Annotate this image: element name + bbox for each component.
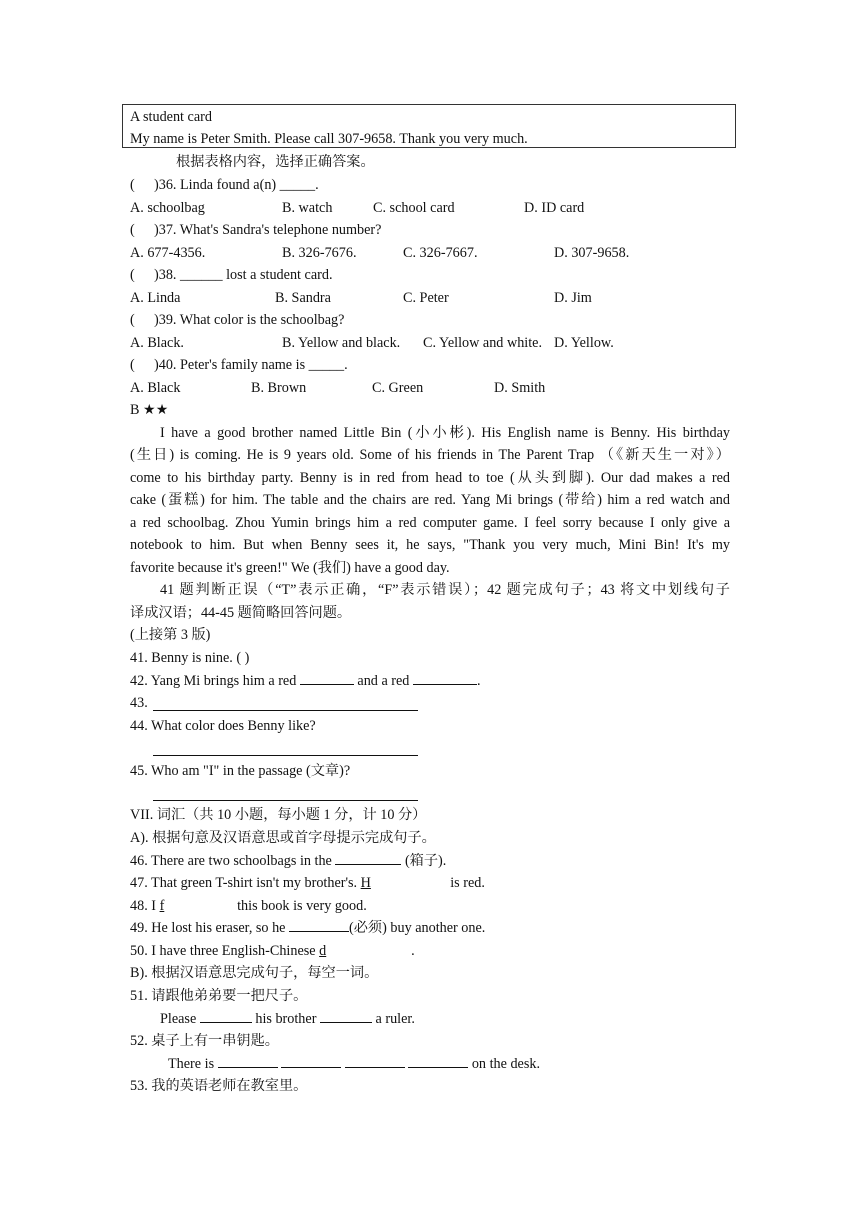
- question-51-chinese: 51. 请跟他弟弟要一把尺子。: [130, 988, 308, 1004]
- option-c: C. Green: [372, 380, 424, 396]
- answer-blank[interactable]: [218, 1055, 278, 1068]
- q51-text: a ruler.: [375, 1011, 415, 1027]
- answer-paren: (: [130, 222, 135, 238]
- option-a: A. 677-4356.: [130, 245, 206, 261]
- question-38: [130, 266, 333, 284]
- question-44: 44. What color does Benny like?: [130, 718, 316, 734]
- q51-text: his brother: [255, 1011, 317, 1027]
- part-a-instructions: A). 根据句意及汉语意思或首字母提示完成句子。: [130, 830, 436, 846]
- q52-text: There is: [168, 1056, 215, 1072]
- option-c: C. Yellow and white.: [423, 335, 543, 351]
- q48-text: 48. I: [130, 898, 157, 914]
- q46-text: 46. There are two schoolbags in the: [130, 853, 332, 869]
- q42-text: 42. Yang Mi brings him a red: [130, 673, 297, 689]
- passage-line: notebook to him. But when Benny sees it, he says, "Thank you very much, Mini Bin! It's my: [130, 537, 730, 553]
- answer-blank[interactable]: [281, 1055, 341, 1068]
- initial-letter: f: [159, 898, 165, 914]
- q51-text: Please: [160, 1011, 197, 1027]
- answer-line[interactable]: [153, 800, 418, 801]
- question-36: [130, 176, 319, 194]
- answer-blank[interactable]: [413, 672, 477, 685]
- question-stem: )36. Linda found a(n) _____.: [154, 177, 319, 193]
- option-b: B. Sandra: [275, 290, 331, 306]
- option-c: C. 326-7667.: [403, 245, 478, 261]
- vocab-section-title: VII. 词汇（共 10 小题，每小题 1 分，计 10 分）: [130, 807, 427, 823]
- option-a: A. Black: [130, 380, 181, 396]
- passage-line: a red schoolbag. Zhou Yumin brings him a red computer game. I feel sorry because I only give a: [130, 515, 730, 531]
- option-a: A. Linda: [130, 290, 181, 306]
- initial-letter-blank[interactable]: [361, 874, 447, 892]
- card-text: My name is Peter Smith. Please call 307-9658. Thank you very much.: [130, 131, 528, 147]
- question-40: [130, 356, 348, 374]
- instructions-b: 译成汉语；44-45 题简略回答问题。: [130, 605, 352, 621]
- answer-paren: (: [130, 357, 135, 373]
- option-b: B. Brown: [251, 380, 307, 396]
- option-b: B. watch: [282, 200, 333, 216]
- option-d: D. Jim: [554, 290, 592, 306]
- answer-line[interactable]: [153, 755, 418, 756]
- question-42: [130, 672, 481, 690]
- option-c: C. Peter: [403, 290, 449, 306]
- initial-letter: H: [360, 875, 371, 891]
- question-stem: )38. ______ lost a student card.: [154, 267, 333, 283]
- question-41: 41. Benny is nine. ( ): [130, 650, 250, 666]
- question-46: [130, 852, 446, 870]
- answer-paren: (: [130, 312, 135, 328]
- question-50: [130, 942, 415, 960]
- question-37: [130, 221, 381, 239]
- initial-letter-blank[interactable]: [319, 942, 411, 960]
- q43-label: 43.: [130, 695, 148, 711]
- question-48: [130, 897, 367, 915]
- option-d: D. Yellow.: [554, 335, 614, 351]
- q52-text: on the desk.: [471, 1056, 540, 1072]
- answer-blank[interactable]: [289, 919, 349, 932]
- question-49: [130, 919, 485, 937]
- q49-text: 49. He lost his eraser, so he: [130, 920, 286, 936]
- answer-blank[interactable]: [300, 672, 354, 685]
- option-c: C. school card: [373, 200, 455, 216]
- option-d: D. 307-9658.: [554, 245, 630, 261]
- q46-text: (箱子).: [404, 853, 447, 869]
- instructions-a: 根据表格内容，选择正确答案。: [176, 154, 375, 170]
- passage-line: favorite because it's green!" We (我们) have a good day.: [130, 560, 450, 576]
- question-51-english: [160, 1010, 415, 1028]
- answer-blank[interactable]: [408, 1055, 468, 1068]
- option-a: A. schoolbag: [130, 200, 205, 216]
- answer-paren: (: [130, 177, 135, 193]
- initial-letter-blank[interactable]: [160, 897, 234, 915]
- q50-text: .: [411, 943, 415, 959]
- continued-note: (上接第 3 版): [130, 627, 211, 643]
- option-a: A. Black.: [130, 335, 184, 351]
- q48-text: this book is very good.: [237, 898, 367, 914]
- q47-text: 47. That green T-shirt isn't my brother's.: [130, 875, 358, 891]
- question-52-chinese: 52. 桌子上有一串钥匙。: [130, 1033, 279, 1049]
- answer-line[interactable]: [153, 710, 418, 711]
- option-d: D. Smith: [494, 380, 546, 396]
- card-title: A student card: [130, 109, 212, 125]
- passage-line: (生日) is coming. He is 9 years old. Some of his friends in The Parent Trap （《新天生一对》）: [130, 447, 730, 463]
- q42-text: and a red: [357, 673, 410, 689]
- question-53-chinese: 53. 我的英语老师在教室里。: [130, 1078, 308, 1094]
- option-b: B. Yellow and black.: [282, 335, 401, 351]
- q42-text: .: [476, 673, 481, 689]
- answer-blank[interactable]: [200, 1010, 252, 1023]
- question-39: [130, 311, 344, 329]
- question-stem: )39. What color is the schoolbag?: [154, 312, 345, 328]
- passage-line: I have a good brother named Little Bin (小小彬). His English name is Benny. His birthday: [160, 425, 730, 441]
- initial-letter: d: [319, 943, 327, 959]
- passage-line: come to his birthday party. Benny is in red from head to toe (从头到脚). Our dad makes a red: [130, 470, 730, 486]
- answer-blank[interactable]: [320, 1010, 372, 1023]
- answer-blank[interactable]: [335, 852, 401, 865]
- question-47: [130, 874, 485, 892]
- q50-text: 50. I have three English-Chinese: [130, 943, 316, 959]
- section-b-heading: B ★★: [130, 402, 169, 418]
- answer-paren: (: [130, 267, 135, 283]
- option-b: B. 326-7676.: [282, 245, 357, 261]
- question-52-english: [168, 1055, 540, 1073]
- option-d: D. ID card: [524, 200, 585, 216]
- q49-text: (必须) buy another one.: [349, 920, 486, 936]
- question-stem: )37. What's Sandra's telephone number?: [154, 222, 382, 238]
- question-45: 45. Who am "I" in the passage (文章)?: [130, 763, 351, 779]
- part-b-instructions: B). 根据汉语意思完成句子，每空一词。: [130, 965, 379, 981]
- question-stem: )40. Peter's family name is _____.: [154, 357, 348, 373]
- q47-text: is red.: [450, 875, 485, 891]
- passage-line: cake (蛋糕) for him. The table and the chairs are red. Yang Mi brings (带给) him a red watch and: [130, 492, 730, 508]
- instructions-b: 41 题判断正误（“T”表示正确，“F”表示错误）；42 题完成句子；43 将文中划线句子: [160, 582, 730, 598]
- answer-blank[interactable]: [345, 1055, 405, 1068]
